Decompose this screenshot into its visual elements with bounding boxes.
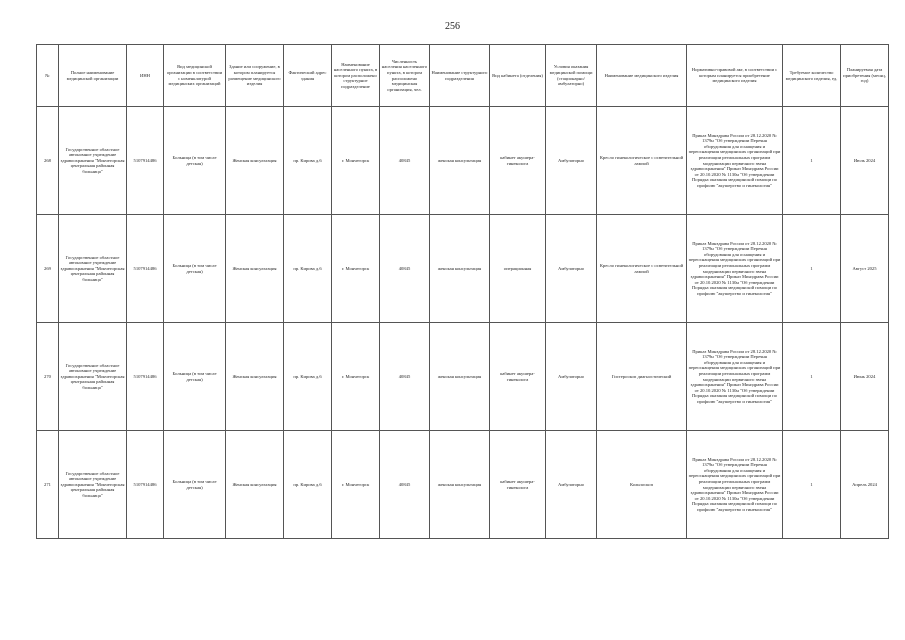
header-cell: №: [37, 45, 59, 107]
table-row: [37, 431, 889, 539]
locality-cell: г. Мончегорск: [332, 323, 380, 431]
header-cell: Вид кабинета (отделения): [490, 45, 546, 107]
organization-name: Государственное областное автономное учреждение здравоохранения "Мончегорская центральная районная больница": [59, 107, 127, 215]
device-cell: Кресло гинекологическое с осветительной лампой: [597, 107, 687, 215]
row-number: 270: [37, 323, 59, 431]
cabinet-cell: кабинет акушера-гинеколога: [490, 431, 546, 539]
building-cell: Женская консультация: [226, 107, 284, 215]
header-row: [37, 45, 889, 107]
header-cell: Нормативно-правовой акт, в соответствии с которым планируется приобретение медицинского изделия: [687, 45, 783, 107]
legal-act-cell: Приказ Минздрава России от 28.12.2020 № 1379н "Об утверждении Перечня оборудования для оснащения и переоснащения медицинских организаций при реализации региональных программ модернизации первичного звена здравоохранения" Приказ Минздрава России от 20.10.2020 № 1130н "Об утверждении Порядка оказания медицинской помощи по профилю "акушерство и гинекология": [687, 107, 783, 215]
header-cell: ИНН: [127, 45, 164, 107]
header-cell: Численность населения населенного пункта, в котором расположено медицинская организация, чел.: [380, 45, 430, 107]
inn-cell: 5107914486: [127, 215, 164, 323]
header-cell: Фактический адрес здания: [284, 45, 332, 107]
quantity-cell: 1: [783, 107, 841, 215]
unit-cell: женская консультация: [430, 431, 490, 539]
row-number: 271: [37, 431, 59, 539]
header-cell: Здание или сооружение, в котором планируется размещение медицинского изделия: [226, 45, 284, 107]
header-cell: Вид медицинской организации в соответствии с номенклатурой медицинских организаций: [164, 45, 226, 107]
equipment-table: [36, 44, 889, 539]
address-cell: пр. Кирова д.6: [284, 431, 332, 539]
building-cell: Женская консультация: [226, 431, 284, 539]
page-number: 256: [445, 21, 460, 32]
cabinet-cell: кабинет акушера-гинеколога: [490, 323, 546, 431]
organization-kind: Больница (в том числе детская): [164, 431, 226, 539]
quantity-cell: 1: [783, 215, 841, 323]
population-cell: 40845: [380, 215, 430, 323]
population-cell: 40845: [380, 323, 430, 431]
date-cell: Август 2025: [841, 215, 889, 323]
device-cell: Гистероскоп диагностический: [597, 323, 687, 431]
organization-kind: Больница (в том числе детская): [164, 107, 226, 215]
address-cell: пр. Кирова д.6: [284, 215, 332, 323]
inn-cell: 5107914486: [127, 107, 164, 215]
address-cell: пр. Кирова д.6: [284, 107, 332, 215]
row-number: 269: [37, 215, 59, 323]
header-cell: Полное наименование медицинской организации: [59, 45, 127, 107]
organization-name: Государственное областное автономное учреждение здравоохранения "Мончегорская центральная районная больница": [59, 215, 127, 323]
cabinet-cell: операционная: [490, 215, 546, 323]
inn-cell: 5107914486: [127, 323, 164, 431]
building-cell: Женская консультация: [226, 323, 284, 431]
date-cell: Июль 2024: [841, 107, 889, 215]
inn-cell: 5107914486: [127, 431, 164, 539]
unit-cell: женская консультация: [430, 107, 490, 215]
unit-cell: женская консультация: [430, 323, 490, 431]
organization-kind: Больница (в том числе детская): [164, 323, 226, 431]
population-cell: 40845: [380, 431, 430, 539]
unit-cell: женская консультация: [430, 215, 490, 323]
header-cell: Планируемая дата приобретения (месяц, год): [841, 45, 889, 107]
organization-name: Государственное областное автономное учреждение здравоохранения "Мончегорская центральная районная больница": [59, 431, 127, 539]
header-cell: Требуемое количество медицинского изделия, ед.: [783, 45, 841, 107]
organization-name: Государственное областное автономное учреждение здравоохранения "Мончегорская центральная районная больница": [59, 323, 127, 431]
conditions-cell: Амбулаторно: [546, 323, 597, 431]
population-cell: 40845: [380, 107, 430, 215]
date-cell: Апрель 2024: [841, 431, 889, 539]
locality-cell: г. Мончегорск: [332, 215, 380, 323]
header-cell: Наименование медицинского изделия: [597, 45, 687, 107]
locality-cell: г. Мончегорск: [332, 107, 380, 215]
cabinet-cell: кабинет акушера-гинеколога: [490, 107, 546, 215]
conditions-cell: Амбулаторно: [546, 107, 597, 215]
building-cell: Женская консультация: [226, 215, 284, 323]
header-cell: Условия оказания медицинской помощи (стационарно/амбулаторно): [546, 45, 597, 107]
quantity-cell: 1: [783, 431, 841, 539]
header-cell: Наименование населенного пункта, в котором расположено структурное подразделение: [332, 45, 380, 107]
legal-act-cell: Приказ Минздрава России от 28.12.2020 № 1379н "Об утверждении Перечня оборудования для оснащения и переоснащения медицинских организаций при реализации региональных программ модернизации первичного звена здравоохранения" Приказ Минздрава России от 20.10.2020 № 1130н "Об утверждении Порядка оказания медицинской помощи по профилю "акушерство и гинекология": [687, 431, 783, 539]
conditions-cell: Амбулаторно: [546, 215, 597, 323]
address-cell: пр. Кирова д.6: [284, 323, 332, 431]
device-cell: Кресло гинекологическое с осветительной лампой: [597, 215, 687, 323]
table-row: [37, 107, 889, 215]
table-row: [37, 323, 889, 431]
table-row: [37, 215, 889, 323]
device-cell: Кольпоскоп: [597, 431, 687, 539]
organization-kind: Больница (в том числе детская): [164, 215, 226, 323]
conditions-cell: Амбулаторно: [546, 431, 597, 539]
row-number: 268: [37, 107, 59, 215]
quantity-cell: 1: [783, 323, 841, 431]
legal-act-cell: Приказ Минздрава России от 28.12.2020 № 1379н "Об утверждении Перечня оборудования для оснащения и переоснащения медицинских организаций при реализации региональных программ модернизации первичного звена здравоохранения" Приказ Минздрава России от 20.10.2020 № 1130н "Об утверждении Порядка оказания медицинской помощи по профилю "акушерство и гинекология": [687, 323, 783, 431]
header-cell: Наименование структурного подразделения: [430, 45, 490, 107]
date-cell: Июнь 2024: [841, 323, 889, 431]
legal-act-cell: Приказ Минздрава России от 28.12.2020 № 1379н "Об утверждении Перечня оборудования для оснащения и переоснащения медицинских организаций при реализации региональных программ модернизации первичного звена здравоохранения" Приказ Минздрава России от 20.10.2020 № 1130н "Об утверждении Порядка оказания медицинской помощи по профилю "акушерство и гинекология": [687, 215, 783, 323]
locality-cell: г. Мончегорск: [332, 431, 380, 539]
